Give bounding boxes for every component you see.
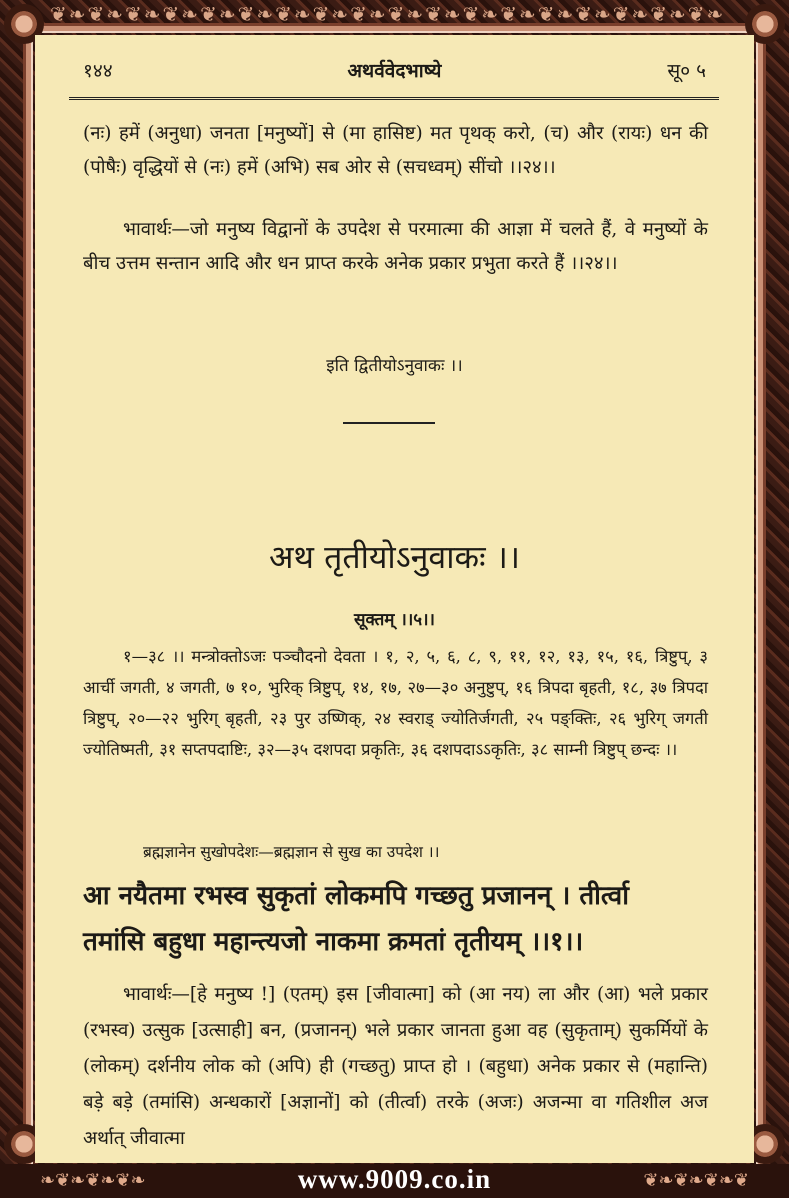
- page-header: [35, 57, 754, 87]
- top-scroll-ornament: ❦❧❦❧❦❧❦❧❦❧❦❧❦❧❦❧❦❧❦❧❦❧❦❧❦❧❦❧❦❧❦❧❦❧❦❧: [50, 4, 726, 24]
- metadata-paragraph: १—३८ ।। मन्त्रोक्तोऽजः पञ्चौदनो देवता । १, २, ५, ६, ८, ९, ११, १२, १३, १५, १६, त्रिष्टुप्, ३ आर्ची जगती, ४ जगती, ७ १०, भुरिक् त्रिष्टुप्, १४, १७, २७—३० अनुष्टुप्, १६ त्रिपदा बृहती, १८, ३७ त्रिपदा त्रिष्टुप्, २०—२२ भुरिग् बृहती, २३ पुर उष्णिक्, २४ स्वराड् ज्योतिर्जगती, २५ पङ्क्तिः, २६ भुरिग् जगती ज्योतिष्मती, ३१ सप्तपदाष्टिः, ३२—३५ दशपदा प्रकृतिः, ३६ दशपदाऽऽकृतिः, ३८ साम्नी त्रिष्टुप् छन्दः ।।: [83, 647, 708, 759]
- sukta-reference: सू० ५: [667, 60, 706, 82]
- footer-website-link[interactable]: www.9009.co.in: [297, 1164, 492, 1194]
- header-rule: [69, 97, 719, 100]
- bhavartha-paragraph: भावार्थः—[हे मनुष्य !] (एतम्) इस [जीवात्मा] को (आ नय) ला और (आ) भले प्रकार (रभस्व) उत्सुक [उत्साही] बन, (प्रजानन्) भले प्रकार जानता हुआ वह (सुकृताम्) सुकर्मियों के (लोकम्) दर्शनीय लोक को (अपि) ही (गच्छतु) प्राप्त हो । (बहुधा) अनेक प्रकार से (महान्ति) बड़े बड़े (तमांसि) अन्धकारों [अज्ञानों] को (तीर्त्वा) तरके (अजः) अजन्मा वा गतिशील अज अर्थात् जीवात्मा: [83, 984, 708, 1149]
- page-number: १४४: [83, 60, 113, 82]
- footer-ornament: ❧❦❧❦❧❦❧: [40, 1170, 146, 1191]
- bhavartha-paragraph: भावार्थः—जो मनुष्य विद्वानों के उपदेश से परमात्मा की आज्ञा में चलते हैं, वे मनुष्यों के बीच उत्तम सन्तान आदि और धन प्राप्त करके अनेक प्रकार प्रभुता करते हैं ।।२४।।: [83, 219, 708, 274]
- footer-ornament: ❦❧❦❧❦❧❦: [643, 1170, 749, 1191]
- book-page: [35, 35, 754, 1163]
- sukta-title: सूक्तम् ।।५।।: [354, 610, 435, 630]
- page-title: अथर्ववेदभाष्ये: [347, 60, 442, 82]
- anuvaka-end-line: इति द्वितीयोऽनुवाकः ।।: [326, 356, 463, 376]
- verse-line: आ नयैतमा रभस्व सुकृतां लोकमपि गच्छतु प्रजानन् । तीर्त्वा: [83, 881, 629, 911]
- subject-line: ब्रह्मज्ञानेन सुखोपदेशः—ब्रह्मज्ञान से सुख का उपदेश ।।: [143, 843, 440, 861]
- verse-line: तमांसि बहुधा महान्त्यजो नाकमा क्रमतां तृतीयम् ।।१।।: [83, 927, 584, 957]
- section-divider: [343, 422, 435, 424]
- anuvaka-heading: अथ तृतीयोऽनुवाकः ।।: [269, 538, 520, 576]
- top-paragraph: (नः) हमें (अनुधा) जनता [मनुष्यों] से (मा हासिष्ट) मत पृथक् करो, (च) और (रायः) धन की (पोषैः) वृद्धियों से (नः) हमें (अभि) सब ओर से (सचध्वम्) सींचो ।।२४।।: [83, 123, 708, 178]
